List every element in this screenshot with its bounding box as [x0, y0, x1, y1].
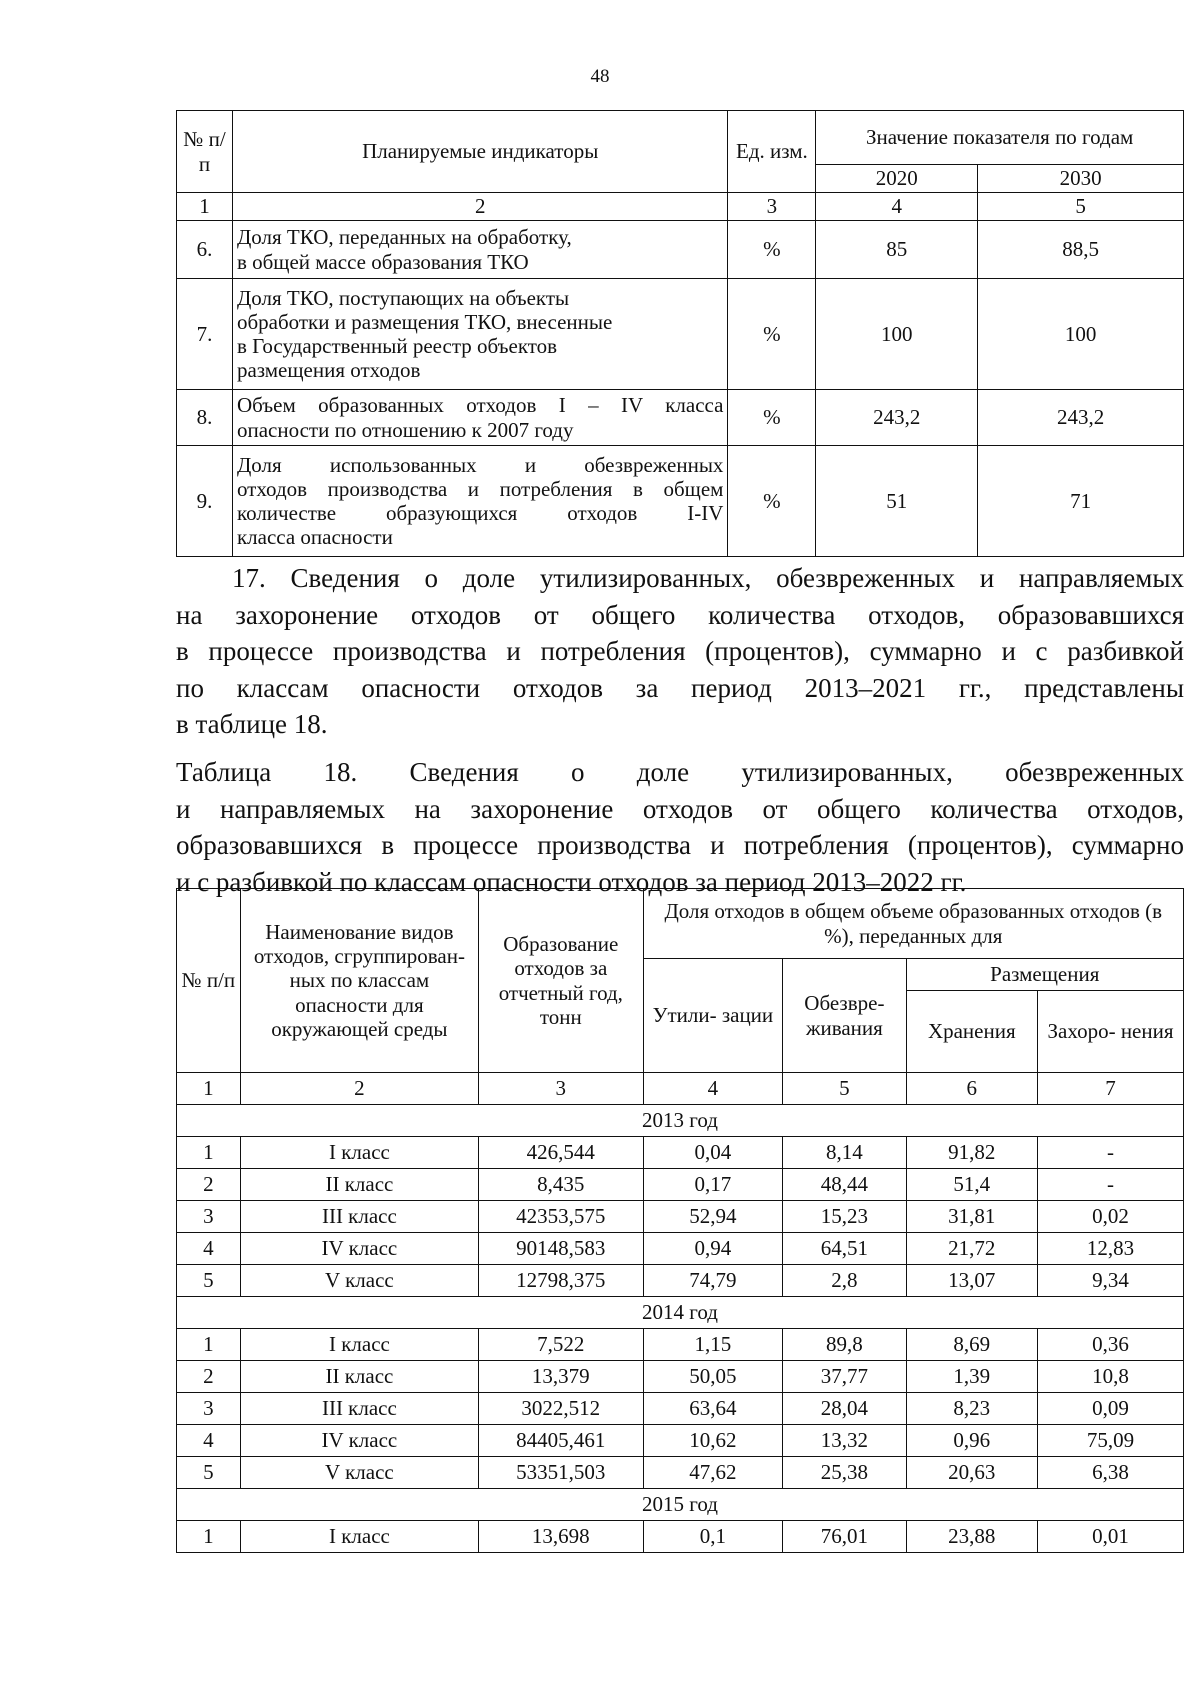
storage-value: 21,72: [906, 1233, 1038, 1265]
indicator-line: Доля ТКО, поступающих на объекты: [236, 285, 570, 310]
storage-value: 23,88: [906, 1521, 1038, 1553]
burial-value: 0,36: [1038, 1329, 1184, 1361]
year-section-label: 2014 год: [177, 1297, 1184, 1329]
header-formation: Образование отходов за отчетный год, тонн: [479, 889, 643, 1073]
table-row: [177, 279, 1184, 390]
col-number: 6: [906, 1073, 1038, 1105]
neutralization-value: 64,51: [783, 1233, 906, 1265]
table-row: [177, 1425, 1184, 1457]
waste-class: IV класс: [240, 1425, 478, 1457]
table-row: [177, 1265, 1184, 1297]
neutralization-value: 37,77: [783, 1361, 906, 1393]
waste-class: I класс: [240, 1329, 478, 1361]
waste-class: III класс: [240, 1201, 478, 1233]
col-number: 4: [816, 193, 978, 221]
col-number: 3: [728, 193, 816, 221]
unit: %: [728, 279, 816, 390]
header-utilization: Утили- зации: [643, 959, 783, 1073]
utilization-value: 74,79: [643, 1265, 783, 1297]
utilization-value: 0,94: [643, 1233, 783, 1265]
indicator-text: [232, 390, 727, 446]
storage-value: 91,82: [906, 1137, 1038, 1169]
burial-value: 75,09: [1038, 1425, 1184, 1457]
row-num: 4: [177, 1425, 241, 1457]
burial-value: 12,83: [1038, 1233, 1184, 1265]
formation-value: 42353,575: [479, 1201, 643, 1233]
burial-value: 6,38: [1038, 1457, 1184, 1489]
utilization-value: 1,15: [643, 1329, 783, 1361]
formation-value: 13,379: [479, 1361, 643, 1393]
paragraph-17: [176, 560, 1184, 743]
value-2030: 71: [978, 446, 1184, 557]
indicator-line: в Государственный реестр объектов: [236, 334, 558, 358]
formation-value: 53351,503: [479, 1457, 643, 1489]
table-row: [177, 390, 1184, 446]
waste-class: V класс: [240, 1265, 478, 1297]
burial-value: 0,02: [1038, 1201, 1184, 1233]
paragraph-line: на захоронение отходов от общего количества отходов, образовавшихся: [176, 599, 1184, 630]
table-row: [177, 1169, 1184, 1201]
row-num: 5: [177, 1457, 241, 1489]
caption-line: образовавшихся в процессе производства и потребления (процентов), суммарно: [176, 830, 1184, 860]
indicator-line: размещения отходов: [236, 358, 421, 383]
value-2030: 100: [978, 279, 1184, 390]
neutralization-value: 13,32: [783, 1425, 906, 1457]
formation-value: 90148,583: [479, 1233, 643, 1265]
storage-value: 51,4: [906, 1169, 1038, 1201]
indicator-line: отходов производства и потребления в общем: [236, 476, 724, 501]
value-2020: 85: [816, 221, 978, 279]
waste-share-table: [176, 888, 1184, 1553]
table-row: [177, 1457, 1184, 1489]
header-value-group: Значение показателя по годам: [816, 111, 1184, 165]
formation-value: 12798,375: [479, 1265, 643, 1297]
utilization-value: 0,1: [643, 1521, 783, 1553]
value-2030: 88,5: [978, 221, 1184, 279]
paragraph-line: по классам опасности отходов за период 2013–2021 гг., представлены: [176, 672, 1184, 703]
formation-value: 3022,512: [479, 1393, 643, 1425]
row-num: 1: [177, 1329, 241, 1361]
table18-caption: [176, 754, 1184, 900]
header-share-group: Доля отходов в общем объеме образованных отходов (в %), переданных для: [643, 889, 1184, 959]
indicators-table: [176, 110, 1184, 557]
col-number: 2: [240, 1073, 478, 1105]
utilization-value: 50,05: [643, 1361, 783, 1393]
paragraph-line: в таблице 18.: [176, 709, 328, 739]
table-row: [177, 1329, 1184, 1361]
table-row: [177, 1201, 1184, 1233]
formation-value: 426,544: [479, 1137, 643, 1169]
formation-value: 8,435: [479, 1169, 643, 1201]
caption-line: Таблица 18. Сведения о доле утилизированных, обезвреженных: [176, 757, 1184, 787]
utilization-value: 0,04: [643, 1137, 783, 1169]
col-number: 4: [643, 1073, 783, 1105]
neutralization-value: 15,23: [783, 1201, 906, 1233]
caption-line: и с разбивкой по классам опасности отходов за период 2013–2022 гг.: [176, 866, 967, 897]
storage-value: 1,39: [906, 1361, 1038, 1393]
waste-class: IV класс: [240, 1233, 478, 1265]
header-year-2030: 2030: [978, 165, 1184, 193]
header-storage: Хранения: [906, 991, 1038, 1073]
unit: %: [728, 446, 816, 557]
storage-value: 13,07: [906, 1265, 1038, 1297]
burial-value: 9,34: [1038, 1265, 1184, 1297]
col-number: 3: [479, 1073, 643, 1105]
neutralization-value: 2,8: [783, 1265, 906, 1297]
indicator-line: Доля ТКО, переданных на обработку,: [236, 225, 572, 250]
indicator-line: количестве образующихся отходов I-IV: [236, 501, 724, 525]
header-burial: Захоро- нения: [1038, 991, 1184, 1073]
col-number: 1: [177, 1073, 241, 1105]
neutralization-value: 8,14: [783, 1137, 906, 1169]
row-num: 5: [177, 1265, 241, 1297]
indicator-line: Объем образованных отходов I – IV класса: [236, 393, 724, 418]
storage-value: 8,23: [906, 1393, 1038, 1425]
utilization-value: 63,64: [643, 1393, 783, 1425]
formation-value: 13,698: [479, 1521, 643, 1553]
indicator-line: Доля использованных и обезвреженных: [236, 452, 724, 477]
neutralization-value: 76,01: [783, 1521, 906, 1553]
row-num: 2: [177, 1169, 241, 1201]
indicator-line: обработки и размещения ТКО, внесенные: [236, 309, 613, 334]
table-row: [177, 221, 1184, 279]
indicator-text: [232, 279, 727, 390]
row-num: 4: [177, 1233, 241, 1265]
waste-class: I класс: [240, 1521, 478, 1553]
waste-class: I класс: [240, 1137, 478, 1169]
waste-class: II класс: [240, 1169, 478, 1201]
row-num: 9.: [177, 446, 233, 557]
table-row: [177, 1361, 1184, 1393]
waste-class: III класс: [240, 1393, 478, 1425]
utilization-value: 47,62: [643, 1457, 783, 1489]
header-placement: Размещения: [906, 959, 1183, 991]
table-row: [177, 1137, 1184, 1169]
year-section-label: 2015 год: [177, 1489, 1184, 1521]
row-num: 3: [177, 1393, 241, 1425]
burial-value: -: [1038, 1169, 1184, 1201]
indicator-line: класса опасности: [236, 525, 393, 550]
row-num: 3: [177, 1201, 241, 1233]
paragraph-line: 17. Сведения о доле утилизированных, обезвреженных и направляемых: [232, 563, 1184, 593]
row-num: 1: [177, 1137, 241, 1169]
header-num: № п/п: [177, 889, 241, 1073]
row-num: 6.: [177, 221, 233, 279]
neutralization-value: 25,38: [783, 1457, 906, 1489]
header-indicator: Планируемые индикаторы: [232, 111, 727, 193]
indicator-line: в общей массе образования ТКО: [236, 249, 529, 274]
paragraph-line: в процессе производства и потребления (процентов), суммарно и с разбивкой: [176, 636, 1184, 666]
indicator-line: опасности по отношению к 2007 году: [236, 417, 574, 442]
burial-value: 10,8: [1038, 1361, 1184, 1393]
table-row: [177, 1521, 1184, 1553]
value-2020: 243,2: [816, 390, 978, 446]
storage-value: 20,63: [906, 1457, 1038, 1489]
header-year-2020: 2020: [816, 165, 978, 193]
col-number: 5: [978, 193, 1184, 221]
row-num: 7.: [177, 279, 233, 390]
page-number: 48: [590, 66, 610, 87]
header-neutralization: Обезвре- живания: [783, 959, 906, 1073]
table-body: [177, 1105, 1184, 1553]
table-row: [177, 1233, 1184, 1265]
row-num: 1: [177, 1521, 241, 1553]
neutralization-value: 89,8: [783, 1329, 906, 1361]
header-unit: Ед. изм.: [728, 111, 816, 193]
unit: %: [728, 221, 816, 279]
utilization-value: 0,17: [643, 1169, 783, 1201]
value-2030: 243,2: [978, 390, 1184, 446]
indicator-text: [232, 221, 727, 279]
header-waste-name: Наименование видов отходов, сгруппирован- ных по классам опасности для окружающей среды: [240, 889, 478, 1073]
utilization-value: 52,94: [643, 1201, 783, 1233]
col-number: 5: [783, 1073, 906, 1105]
table-row: [177, 1393, 1184, 1425]
utilization-value: 10,62: [643, 1425, 783, 1457]
burial-value: 0,01: [1038, 1521, 1184, 1553]
storage-value: 8,69: [906, 1329, 1038, 1361]
neutralization-value: 48,44: [783, 1169, 906, 1201]
burial-value: 0,09: [1038, 1393, 1184, 1425]
value-2020: 51: [816, 446, 978, 557]
col-number: 2: [232, 193, 727, 221]
header-num: № п/п: [177, 111, 233, 193]
col-number: 1: [177, 193, 233, 221]
value-2020: 100: [816, 279, 978, 390]
caption-line: и направляемых на захоронение отходов от общего количества отходов,: [176, 793, 1184, 824]
indicator-text: [232, 446, 727, 557]
formation-value: 84405,461: [479, 1425, 643, 1457]
row-num: 8.: [177, 390, 233, 446]
neutralization-value: 28,04: [783, 1393, 906, 1425]
formation-value: 7,522: [479, 1329, 643, 1361]
year-section-label: 2013 год: [177, 1105, 1184, 1137]
waste-class: II класс: [240, 1361, 478, 1393]
storage-value: 0,96: [906, 1425, 1038, 1457]
waste-class: V класс: [240, 1457, 478, 1489]
table-row: [177, 446, 1184, 557]
col-number: 7: [1038, 1073, 1184, 1105]
storage-value: 31,81: [906, 1201, 1038, 1233]
row-num: 2: [177, 1361, 241, 1393]
unit: %: [728, 390, 816, 446]
burial-value: -: [1038, 1137, 1184, 1169]
